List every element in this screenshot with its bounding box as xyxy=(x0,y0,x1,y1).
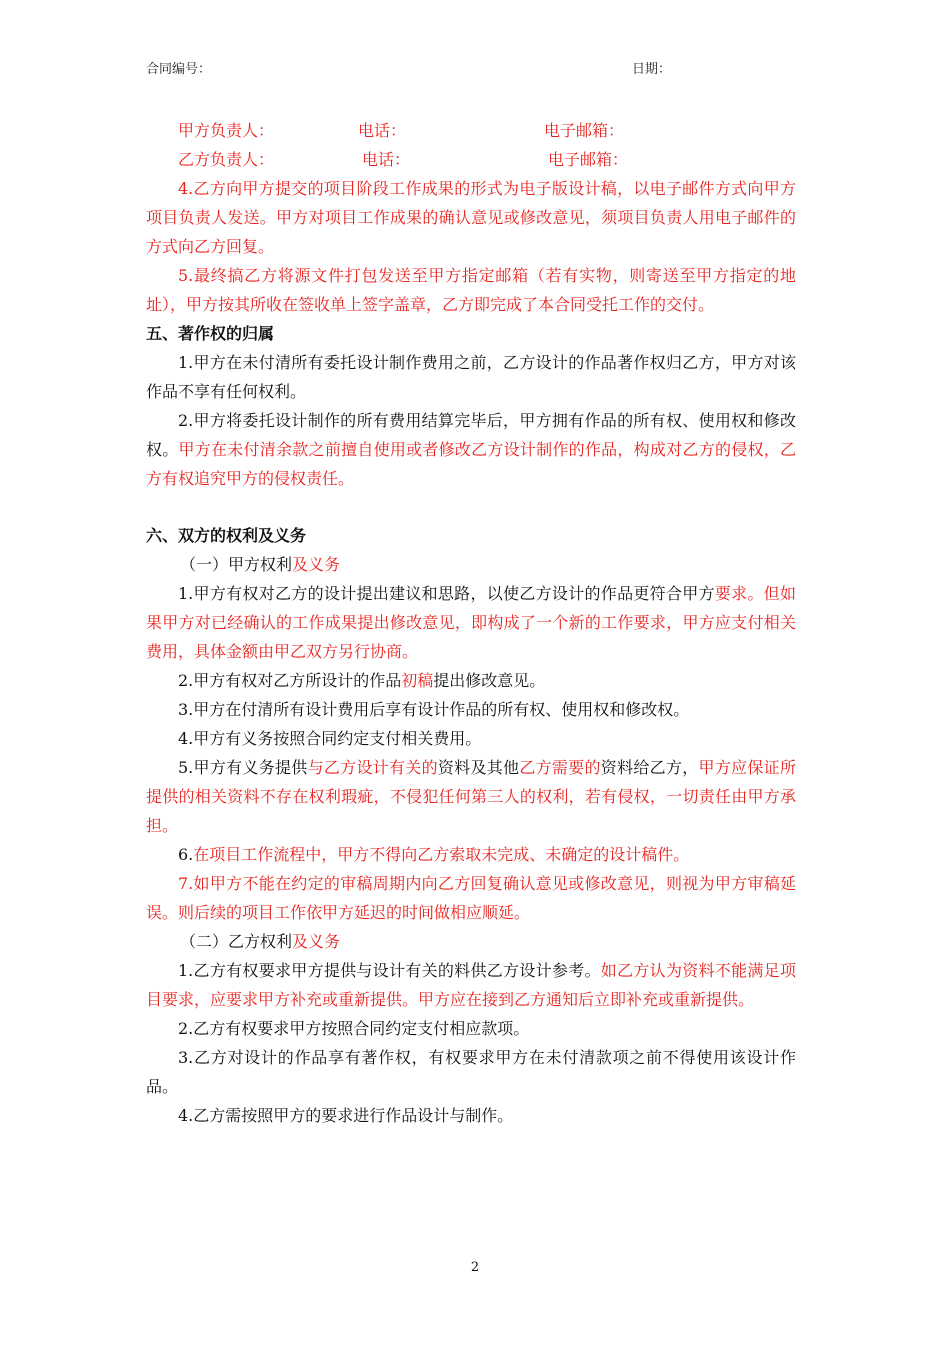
party-a-heading-red: 及义务 xyxy=(292,555,341,574)
party-a-clause-2-red: 初稿 xyxy=(401,671,434,690)
party-a-contact-line xyxy=(146,116,796,145)
delivery-clause-5: 5.最终搞乙方将源文件打包发送至甲方指定邮箱（若有实物，则寄送至甲方指定的地址），甲方按其所收在签收单上签字盖章，乙方即完成了本合同受托工作的交付。 xyxy=(146,266,796,314)
copyright-clause-2 xyxy=(146,406,796,493)
party-b-heading-red: 及义务 xyxy=(292,932,341,951)
party-a-clause-6 xyxy=(146,840,796,869)
party-a-clause-2-a: 2.甲方有权对乙方所设计的作品 xyxy=(178,671,402,690)
copyright-clause-2-text: 2.甲方将委托设计制作的所有费用结算完毕后，甲方拥有作品的所有权、使用权和修改权。 xyxy=(146,411,796,459)
contract-number-label: 合同编号： xyxy=(146,62,212,77)
party-b-clause-1-text: 1.乙方有权要求甲方提供与设计有关的料供乙方设计参考。 xyxy=(178,961,601,980)
party-a-clause-5-red1: 与乙方设计有关的 xyxy=(307,758,438,777)
party-b-clause-2: 2.乙方有权要求甲方按照合同约定支付相应款项。 xyxy=(178,1019,530,1038)
party-a-phone-label: 电话： xyxy=(358,121,407,140)
section-6-title: 六、双方的权利及义务 xyxy=(146,526,307,545)
party-a-heading-text: （一）甲方权利 xyxy=(180,555,293,574)
party-a-clause-5-c: 资料给乙方， xyxy=(600,758,699,777)
party-b-heading-text: （二）乙方权利 xyxy=(180,932,293,951)
party-a-clause-4: 4.甲方有义务按照合同约定支付相关费用。 xyxy=(178,729,482,748)
party-a-clause-5-a: 5.甲方有义务提供 xyxy=(178,758,308,777)
party-a-clause-2 xyxy=(146,666,796,695)
party-a-clause-5-red2: 乙方需要的 xyxy=(519,758,601,777)
party-b-owner-label: 乙方负责人： xyxy=(178,150,275,169)
document-body xyxy=(146,116,796,1130)
party-a-clause-1-red: 要求。但如果甲方对已经确认的工作成果提出修改意见，即构成了一个新的工作要求，甲方应支付相关费用，具体金额由甲乙双方另行协商。 xyxy=(146,584,796,661)
party-a-clause-7: 7.如甲方不能在约定的审稿周期内向乙方回复确认意见或修改意见，则视为甲方审稿延误。则后续的项目工作依甲方延迟的时间做相应顺延。 xyxy=(146,874,796,922)
page-number: 2 xyxy=(470,1260,480,1275)
party-a-heading xyxy=(146,550,796,579)
party-a-email-label: 电子邮箱： xyxy=(544,121,625,140)
delivery-clause-4: 4.乙方向甲方提交的项目阶段工作成果的形式为电子版设计稿，以电子邮件方式向甲方项目负责人发送。甲方对项目工作成果的确认意见或修改意见，须项目负责人用电子邮件的方式向乙方回复。 xyxy=(146,179,796,256)
party-a-clause-2-b: 提出修改意见。 xyxy=(433,671,546,690)
party-a-clause-5-red3: 甲方应保证所提供的相关资料不存在权利瑕疵，不侵犯任何第三人的权利，若有侵权，一切责任由甲方承担。 xyxy=(146,758,796,835)
copyright-clause-2-red: 甲方在未付清余款之前擅自使用或者修改乙方设计制作的作品，构成对乙方的侵权，乙方有权追究甲方的侵权责任。 xyxy=(146,440,796,488)
party-a-clause-5-b: 资料及其他 xyxy=(437,758,520,777)
party-b-clause-4: 4.乙方需按照甲方的要求进行作品设计与制作。 xyxy=(178,1106,514,1125)
party-b-clause-1-red: 如乙方认为资料不能满足项目要求，应要求甲方补充或重新提供。甲方应在接到乙方通知后立即补充或重新提供。 xyxy=(146,961,796,1009)
party-a-clause-6-red: 在项目工作流程中，甲方不得向乙方索取未完成、未确定的设计稿件。 xyxy=(193,845,690,864)
section-5-title: 五、著作权的归属 xyxy=(146,324,275,343)
party-b-clause-1 xyxy=(146,956,796,1014)
party-b-phone-label: 电话： xyxy=(362,150,411,169)
party-a-clause-1-text: 1.甲方有权对乙方的设计提出建议和思路，以使乙方设计的作品更符合甲方 xyxy=(178,584,715,603)
party-b-clause-3: 3.乙方对设计的作品享有著作权，有权要求甲方在未付清款项之前不得使用该设计作品。 xyxy=(146,1048,796,1096)
party-b-heading xyxy=(146,927,796,956)
date-label: 日期： xyxy=(632,62,672,77)
party-b-contact-line xyxy=(146,145,796,174)
copyright-clause-1: 1.甲方在未付清所有委托设计制作费用之前，乙方设计的作品著作权归乙方，甲方对该作品不享有任何权利。 xyxy=(146,353,796,401)
party-a-clause-5 xyxy=(146,753,796,840)
party-a-clause-3: 3.甲方在付清所有设计费用后享有设计作品的所有权、使用权和修改权。 xyxy=(178,700,690,719)
party-a-owner-label: 甲方负责人： xyxy=(178,121,275,140)
party-b-email-label: 电子邮箱： xyxy=(548,150,629,169)
party-a-clause-1 xyxy=(146,579,796,666)
party-a-clause-6-num: 6. xyxy=(178,845,194,864)
